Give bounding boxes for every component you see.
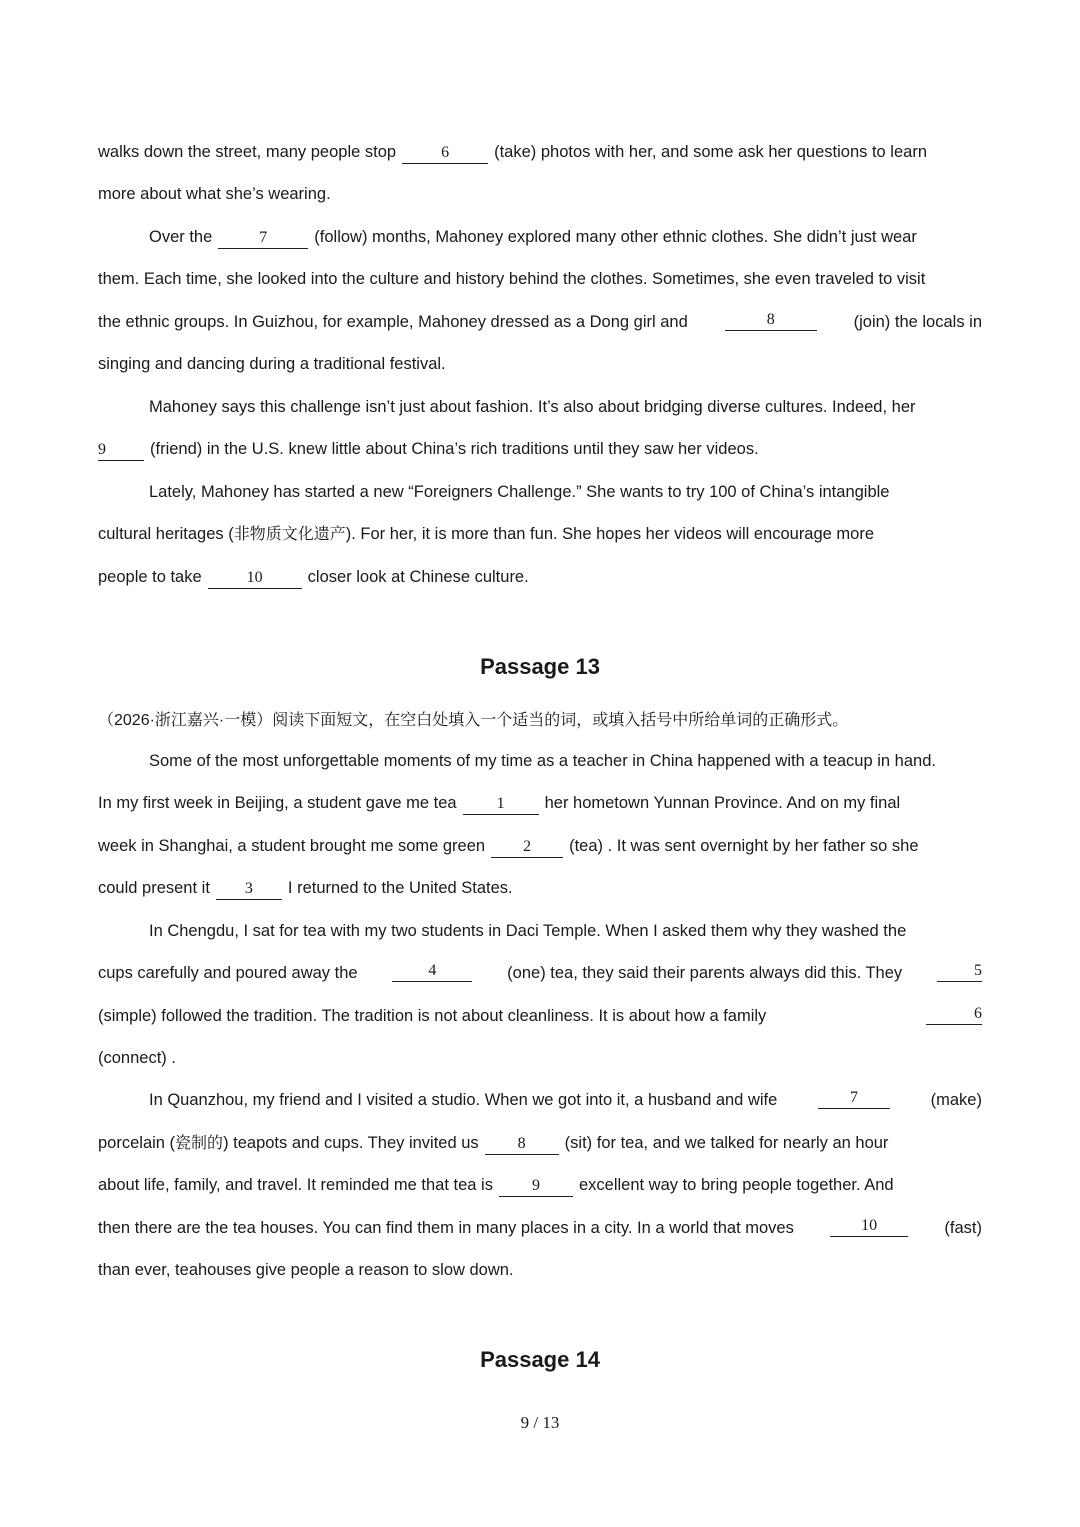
answer-blank-1[interactable]: 1 xyxy=(463,794,539,815)
answer-blank-7b[interactable]: 7 xyxy=(818,1088,890,1109)
text-line xyxy=(98,1173,982,1197)
text-line xyxy=(98,140,982,164)
text-line xyxy=(98,565,982,589)
answer-blank-10b[interactable]: 10 xyxy=(830,1216,908,1237)
text-line xyxy=(98,834,982,858)
text-line xyxy=(98,876,982,900)
text-segment: porcelain ( xyxy=(98,1134,176,1152)
text-segment: walks down the street, many people stop xyxy=(98,143,397,161)
text-line: Some of the most unforgettable moments of my time as a teacher in China happened with a teacup in hand. xyxy=(149,752,936,770)
text-segment: (friend) in the U.S. knew little about China’s rich traditions until they saw her videos. xyxy=(150,440,759,458)
text-line: (connect) . xyxy=(98,1049,176,1067)
text-segment: the ethnic groups. In Guizhou, for example, Mahoney dressed as a Dong girl and xyxy=(98,313,688,331)
text-segment: (one) tea, they said their parents always did this. They xyxy=(507,964,903,982)
text-segment: cups carefully and poured away the xyxy=(98,964,358,982)
text-segment: people to take xyxy=(98,568,202,586)
text-segment: (fast) xyxy=(944,1219,982,1237)
answer-blank-9[interactable]: 9 xyxy=(98,440,144,461)
text-line xyxy=(98,522,982,546)
text-segment: (make) xyxy=(930,1091,982,1109)
answer-blank-6b[interactable]: 6 xyxy=(926,1004,982,1025)
text-segment: could present it xyxy=(98,879,210,897)
text-line xyxy=(98,1216,982,1240)
text-segment: (follow) months, Mahoney explored many other ethnic clothes. She didn’t just wear xyxy=(314,228,917,246)
text-line: Lately, Mahoney has started a new “Foreigners Challenge.” She wants to try 100 of China’s intangible xyxy=(149,483,890,501)
page-number: 9 / 13 xyxy=(520,1413,560,1432)
answer-blank-3[interactable]: 3 xyxy=(216,879,282,900)
answer-blank-4[interactable]: 4 xyxy=(392,961,472,982)
chinese-gloss: 非物质文化遗产 xyxy=(233,524,346,543)
text-line xyxy=(98,791,982,815)
text-line: Mahoney says this challenge isn’t just about fashion. It’s also about bridging diverse cultures. Indeed, her xyxy=(149,398,916,416)
text-segment: In my first week in Beijing, a student gave me tea xyxy=(98,794,457,812)
text-line xyxy=(149,225,982,249)
text-segment: her hometown Yunnan Province. And on my final xyxy=(544,794,901,812)
text-segment: (tea) . It was sent overnight by her father so she xyxy=(569,837,919,855)
text-line: than ever, teahouses give people a reason to slow down. xyxy=(98,1261,514,1279)
text-line xyxy=(98,961,982,985)
text-line: more about what she’s wearing. xyxy=(98,185,331,203)
text-line xyxy=(98,310,982,334)
text-segment: about life, family, and travel. It reminded me that tea is xyxy=(98,1176,493,1194)
text-segment: excellent way to bring people together. And xyxy=(578,1176,894,1194)
text-segment: cultural heritages ( xyxy=(98,525,234,543)
text-line xyxy=(98,437,982,461)
text-line xyxy=(98,1004,982,1028)
answer-blank-5[interactable]: 5 xyxy=(937,961,982,982)
text-segment: ) teapots and cups. They invited us xyxy=(223,1134,479,1152)
text-segment: (sit) for tea, and we talked for nearly an hour xyxy=(564,1134,889,1152)
answer-blank-10[interactable]: 10 xyxy=(208,568,302,589)
text-segment: week in Shanghai, a student brought me some green xyxy=(98,837,486,855)
text-segment: I returned to the United States. xyxy=(287,879,513,897)
text-line xyxy=(149,1088,982,1112)
answer-blank-8b[interactable]: 8 xyxy=(485,1134,559,1155)
text-line: singing and dancing during a traditional festival. xyxy=(98,355,446,373)
text-line xyxy=(98,1131,982,1155)
text-segment: (simple) followed the tradition. The tradition is not about cleanliness. It is about how a family xyxy=(98,1007,767,1025)
answer-blank-6[interactable]: 6 xyxy=(402,143,488,164)
text-segment: Over the xyxy=(149,228,213,246)
text-segment: (join) the locals in xyxy=(853,313,982,331)
chinese-gloss: 瓷制的 xyxy=(175,1133,224,1152)
answer-blank-2[interactable]: 2 xyxy=(491,837,563,858)
text-segment: then there are the tea houses. You can find them in many places in a city. In a world that moves xyxy=(98,1219,794,1237)
answer-blank-8[interactable]: 8 xyxy=(725,310,817,331)
text-line: them. Each time, she looked into the culture and history behind the clothes. Sometimes, she even traveled to visit xyxy=(98,270,926,288)
passage-13-title: Passage 13 xyxy=(480,654,600,679)
text-segment: ). For her, it is more than fun. She hopes her videos will encourage more xyxy=(345,525,875,543)
answer-blank-9b[interactable]: 9 xyxy=(499,1176,573,1197)
passage-13-source: （2026·浙江嘉兴·一模）阅读下面短文，在空白处填入一个适当的词，或填入括号中所给单词的正确形式。 xyxy=(98,712,849,729)
text-segment: closer look at Chinese culture. xyxy=(307,568,529,586)
text-line: In Chengdu, I sat for tea with my two students in Daci Temple. When I asked them why they washed the xyxy=(149,922,907,940)
text-segment: (take) photos with her, and some ask her questions to learn xyxy=(494,143,928,161)
text-segment: In Quanzhou, my friend and I visited a studio. When we got into it, a husband and wife xyxy=(149,1091,778,1109)
answer-blank-7[interactable]: 7 xyxy=(218,228,308,249)
passage-14-title: Passage 14 xyxy=(480,1347,600,1372)
